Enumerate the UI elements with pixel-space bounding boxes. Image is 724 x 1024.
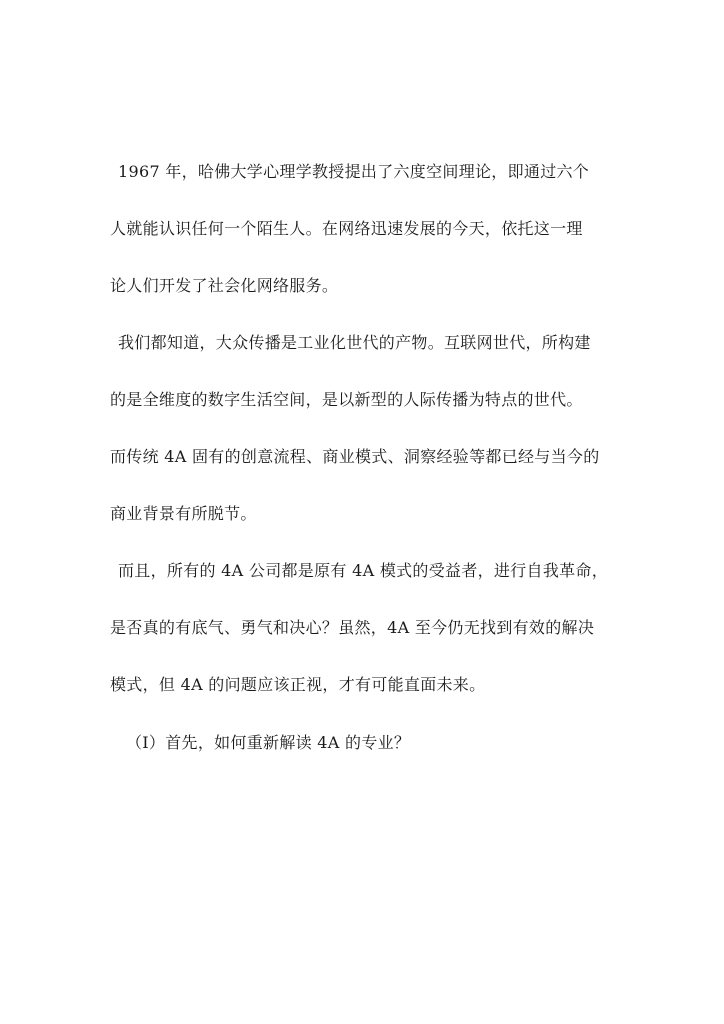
paragraph-1-line-3: 论人们开发了社会化网络服务。 <box>110 276 339 295</box>
paragraph-1-line-1: 1967 年，哈佛大学心理学教授提出了六度空间理论，即通过六个 <box>118 162 590 181</box>
section-heading: （Ⅰ）首先，如何重新解读 4A 的专业？ <box>126 733 411 752</box>
paragraph-3-line-2: 是否真的有底气、勇气和决心？虽然，4A 至今仍无找到有效的解决 <box>110 618 595 637</box>
paragraph-2-line-3: 而传统 4A 固有的创意流程、商业模式、洞察经验等都已经与当今的 <box>110 447 600 466</box>
paragraph-3-line-1: 而且，所有的 4A 公司都是原有 4A 模式的受益者，进行自我革命， <box>118 561 609 580</box>
paragraph-3-line-3: 模式，但 4A 的问题应该正视，才有可能直面未来。 <box>110 675 486 694</box>
paragraph-2-line-4: 商业背景有所脱节。 <box>110 504 257 523</box>
paragraph-2-line-1: 我们都知道，大众传播是工业化世代的产物。互联网世代，所构建 <box>118 333 591 352</box>
paragraph-1-line-2: 人就能认识任何一个陌生人。在网络迅速发展的今天，依托这一理 <box>110 219 583 238</box>
paragraph-2-line-2: 的是全维度的数字生活空间，是以新型的人际传播为特点的世代。 <box>110 390 583 409</box>
